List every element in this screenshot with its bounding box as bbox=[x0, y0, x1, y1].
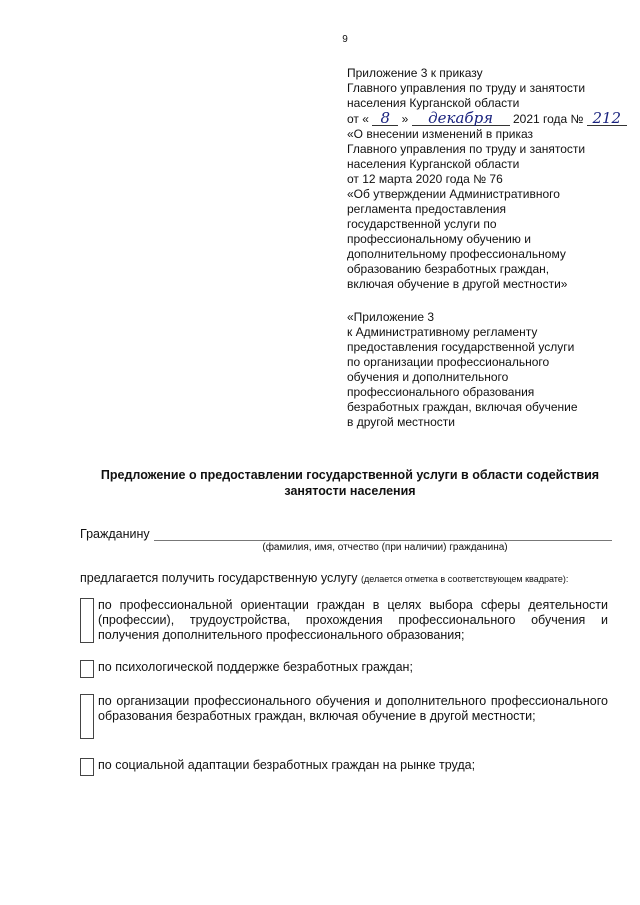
order-date-line bbox=[347, 109, 622, 127]
citizen-name-field[interactable] bbox=[154, 527, 612, 541]
appendix-line: населения Курганской области bbox=[347, 96, 520, 110]
regulation-line: безработных граждан, включая обучение bbox=[347, 400, 578, 414]
option-text: по социальной адаптации безработных граждан на рынке труда; bbox=[98, 758, 476, 772]
citizen-row bbox=[80, 527, 612, 541]
title-line: Предложение о предоставлении государственной услуги в области содействия bbox=[100, 468, 600, 482]
handwritten-day: 8 bbox=[372, 111, 398, 126]
offer-line bbox=[80, 571, 640, 585]
citizen-label: Гражданину bbox=[80, 527, 150, 541]
appendix-line: государственной услуги по bbox=[347, 217, 497, 231]
date-prefix: от « bbox=[347, 112, 369, 126]
appendix-line: профессиональному обучению и bbox=[347, 232, 531, 246]
checkbox-psychological-support[interactable] bbox=[80, 660, 94, 678]
regulation-line: «Приложение 3 bbox=[347, 310, 435, 324]
date-year: 2021 года № bbox=[512, 112, 584, 126]
option-text: по организации профессионального обучения и дополнительного профессионального образования безработных граждан, включая обучение в другой местности; bbox=[98, 694, 608, 723]
document-title bbox=[80, 467, 620, 499]
appendix-line: регламента предоставления bbox=[347, 202, 506, 216]
appendix-line: Главного управления по труду и занятости bbox=[347, 81, 586, 95]
offer-note: (делается отметка в соответствующем квадрате): bbox=[361, 574, 569, 584]
appendix-line: включая обучение в другой местности» bbox=[347, 277, 568, 291]
option-text: по профессиональной ориентации граждан в целях выбора сферы деятельности (профессии), трудоустройства, прохождения профессионального обучения и получения дополнительного профессионального образования; bbox=[98, 598, 608, 642]
appendix-line: дополнительному профессиональному bbox=[347, 247, 566, 261]
regulation-line: к Административному регламенту bbox=[347, 325, 538, 339]
appendix-line: образованию безработных граждан, bbox=[347, 262, 550, 276]
option-text: по психологической поддержке безработных граждан; bbox=[98, 660, 413, 674]
date-mid: » bbox=[401, 112, 409, 126]
page-number: 9 bbox=[342, 34, 348, 45]
regulation-line: по организации профессионального bbox=[347, 355, 550, 369]
handwritten-month: декабря bbox=[412, 111, 510, 126]
appendix-line: «Об утверждении Административного bbox=[347, 187, 560, 201]
appendix-line: «О внесении изменений в приказ bbox=[347, 127, 533, 141]
appendix-line: от 12 марта 2020 года № 76 bbox=[347, 172, 503, 186]
regulation-line: обучения и дополнительного bbox=[347, 370, 509, 384]
checkbox-career-guidance[interactable] bbox=[80, 598, 94, 643]
regulation-line: в другой местности bbox=[347, 415, 455, 429]
regulation-line: профессионального образования bbox=[347, 385, 535, 399]
regulation-line: предоставления государственной услуги bbox=[347, 340, 575, 354]
appendix-header bbox=[347, 66, 622, 430]
handwritten-order-number: 212 bbox=[587, 111, 627, 126]
appendix-line: Приложение 3 к приказу bbox=[347, 66, 483, 80]
checkbox-professional-training[interactable] bbox=[80, 694, 94, 739]
citizen-hint: (фамилия, имя, отчество (при наличии) гражданина) bbox=[262, 542, 508, 553]
checkbox-social-adaptation[interactable] bbox=[80, 758, 94, 776]
appendix-line: населения Курганской области bbox=[347, 157, 520, 171]
title-line: занятости населения bbox=[284, 484, 416, 498]
appendix-line: Главного управления по труду и занятости bbox=[347, 142, 586, 156]
offer-text: предлагается получить государственную услугу bbox=[80, 571, 358, 585]
